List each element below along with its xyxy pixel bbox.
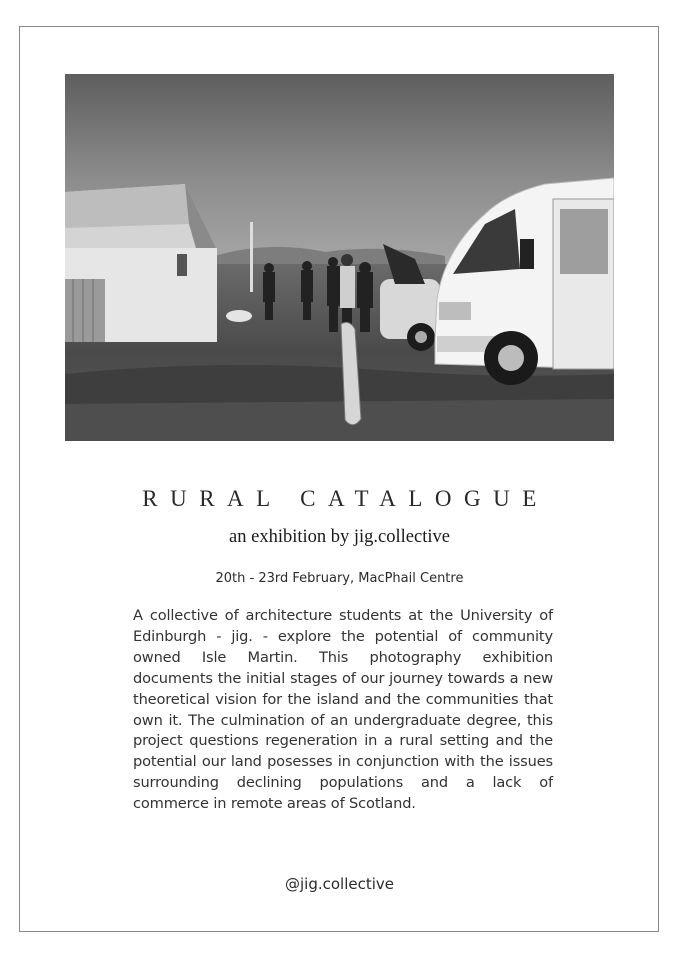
social-handle[interactable]: @jig.collective <box>284 875 394 893</box>
exhibition-title: RURAL CATALOGUE <box>142 486 549 511</box>
exhibition-subtitle: an exhibition by jig.collective <box>229 527 450 547</box>
photo-illustration <box>65 74 614 441</box>
exhibition-description: A collective of architecture students at the University of Edinburgh - jig. - explore the potential of community owned Isle Martin. This photography exhibition documents the initial stages of our journey towards a new theoretical vision for the island and the communities that own it. The culmination of an undergraduate degree, this project questions regeneration in a rural setting and the potential our land posesses in conjunction with the issues surrounding declining populations and a lack of commerce in remote areas of Scotland. <box>133 607 553 813</box>
barn <box>65 184 217 342</box>
pole <box>250 222 253 292</box>
dates-venue: 20th - 23rd February, MacPhail Centre <box>215 571 464 586</box>
buoy <box>226 310 252 322</box>
exhibition-photo <box>65 74 614 441</box>
